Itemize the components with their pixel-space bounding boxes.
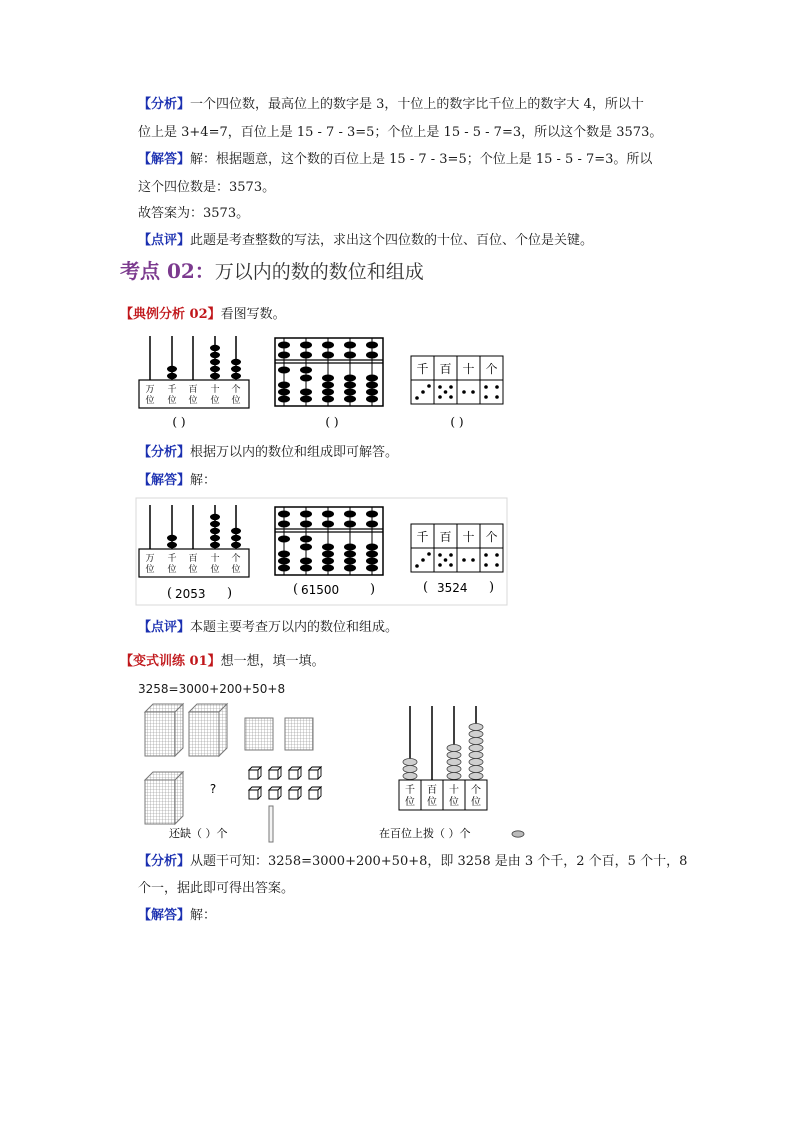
- example-heading: [120, 306, 286, 324]
- missing-label: 还缺（ ）个: [169, 827, 228, 840]
- svg-text:位: 位: [167, 565, 177, 575]
- suanpan-abacus: [275, 338, 383, 406]
- hundred-flat: [245, 718, 273, 750]
- analysis-tag: 【分析】: [138, 445, 191, 460]
- svg-text:个: 个: [485, 530, 498, 544]
- svg-text:(: (: [167, 586, 173, 601]
- svg-text:千: 千: [167, 554, 177, 564]
- comment-tag: 【点评】: [138, 233, 191, 248]
- svg-text:位: 位: [210, 396, 220, 406]
- svg-text:位: 位: [405, 797, 415, 808]
- abacus-four-rods: [399, 706, 487, 810]
- svg-text:个: 个: [485, 362, 498, 376]
- hundred-flat: [285, 718, 313, 750]
- example-prompt: 看图写数。: [220, 307, 286, 322]
- svg-text:百: 百: [439, 362, 452, 376]
- missing-question-mark: ?: [209, 782, 217, 796]
- variant-prompt: 想一想，填一填。: [220, 654, 325, 669]
- answer-value-1: 2053: [175, 587, 206, 601]
- svg-text:万: 万: [145, 554, 155, 564]
- svg-text:位: 位: [231, 565, 241, 575]
- svg-text:百: 百: [188, 554, 198, 564]
- svg-text:十: 十: [210, 554, 220, 564]
- answer-tag: 【解答】: [138, 908, 191, 923]
- comment-tag: 【点评】: [138, 620, 191, 635]
- variant-heading: [120, 653, 325, 671]
- answer-line-3: 故答案为：3573。: [138, 206, 250, 221]
- answer-blank-3: ( ): [450, 415, 464, 429]
- svg-text:百: 百: [427, 785, 437, 796]
- place-value-card: [411, 356, 503, 404]
- answer-line-2: 这个四位数是：3573。: [138, 180, 276, 195]
- svg-text:位: 位: [231, 396, 241, 406]
- comment-text: 本题主要考查万以内的数位和组成。: [190, 620, 399, 635]
- comment-text: 此题是考查整数的写法，求出这个四位数的十位、百位、个位是关键。: [190, 233, 594, 248]
- svg-text:个: 个: [231, 554, 241, 564]
- svg-text:个: 个: [231, 385, 241, 395]
- thousand-cube: [145, 704, 183, 756]
- variant-analysis-line-2: 个一，据此即可得出答案。: [138, 881, 295, 896]
- svg-text:千: 千: [167, 385, 177, 395]
- answer-value-2: 61500: [301, 583, 340, 597]
- answer-tag: 【解答】: [138, 152, 191, 167]
- figure-question: [135, 330, 507, 436]
- svg-text:): ): [370, 582, 376, 597]
- svg-text:位: 位: [145, 396, 155, 406]
- unit-cubes: [249, 767, 321, 799]
- svg-text:千: 千: [405, 785, 415, 796]
- answer-value-3: 3524: [437, 581, 468, 595]
- svg-text:百: 百: [439, 530, 452, 544]
- analysis-line-2: 位上是 3+4=7，百位上是 15 - 7 - 3=5；个位上是 15 - 5 - 7=3，所以这个数是 3573。: [138, 125, 663, 140]
- figure-variant: [135, 702, 527, 844]
- analysis-tag: 【分析】: [138, 97, 191, 112]
- answer-blank-1: ( ): [172, 415, 186, 429]
- suanpan-abacus-solved: [275, 507, 383, 575]
- svg-text:个: 个: [471, 785, 481, 796]
- analysis-line-1: [138, 96, 644, 114]
- analysis-text-1: 从题干可知：3258=3000+200+50+8，即 3258 是由 3 个千，2 个百，5 个十，8: [190, 854, 688, 869]
- svg-text:位: 位: [449, 797, 459, 808]
- answer-tag: 【解答】: [138, 473, 191, 488]
- example-analysis: [138, 444, 398, 462]
- place-value-card-solved: [411, 524, 503, 572]
- bead-icon: [512, 831, 524, 837]
- dial-label: 在百位上拨（ ）个: [379, 827, 471, 840]
- ten-rod: [269, 806, 273, 842]
- analysis-text: 根据万以内的数位和组成即可解答。: [190, 445, 399, 460]
- svg-text:十: 十: [462, 530, 475, 544]
- abacus-five-rods: [139, 336, 249, 408]
- svg-text:位: 位: [145, 565, 155, 575]
- answer-text: 解：: [190, 908, 217, 923]
- svg-text:百: 百: [188, 385, 198, 395]
- section-title: 万以内的数的数位和组成: [214, 261, 424, 283]
- answer-text: 解：: [190, 473, 217, 488]
- svg-text:): ): [227, 586, 233, 601]
- example-comment: [138, 619, 398, 637]
- svg-text:千: 千: [416, 362, 429, 376]
- svg-text:(: (: [423, 580, 429, 595]
- svg-text:十: 十: [449, 785, 459, 796]
- svg-text:): ): [489, 580, 495, 595]
- abacus-label: 万: [145, 385, 155, 395]
- svg-text:千: 千: [416, 530, 429, 544]
- svg-text:位: 位: [210, 565, 220, 575]
- analysis-tag: 【分析】: [138, 854, 191, 869]
- answer-blank-2: ( ): [325, 415, 339, 429]
- svg-text:位: 位: [427, 797, 437, 808]
- svg-text:十: 十: [462, 362, 475, 376]
- figure-solved: [135, 497, 509, 607]
- analysis-text-1: 一个四位数，最高位上的数字是 3，十位上的数字比千位上的数字大 4，所以十: [190, 97, 644, 112]
- abacus-five-rods-solved: [139, 505, 249, 577]
- comment-line: [138, 232, 593, 250]
- answer-text-1: 解：根据题意，这个数的百位上是 15 - 7 - 3=5；个位上是 15 - 5 - 7=3。所以: [190, 152, 653, 167]
- example-answer: [138, 472, 216, 490]
- svg-text:十: 十: [210, 385, 220, 395]
- svg-text:(: (: [293, 582, 299, 597]
- svg-text:位: 位: [167, 396, 177, 406]
- example-tag: 【典例分析 02】: [120, 307, 221, 322]
- variant-equation: 3258=3000+200+50+8: [138, 682, 286, 696]
- answer-line-1: [138, 151, 652, 169]
- thousand-cube: [145, 772, 183, 824]
- variant-analysis-line-1: [138, 853, 687, 871]
- svg-text:位: 位: [188, 396, 198, 406]
- variant-answer: [138, 907, 216, 925]
- svg-text:位: 位: [188, 565, 198, 575]
- thousand-cube: [189, 704, 227, 756]
- variant-tag: 【变式训练 01】: [120, 654, 221, 669]
- svg-text:位: 位: [471, 797, 481, 808]
- section-label: 考点 02：: [120, 259, 215, 283]
- section-heading: [120, 258, 424, 285]
